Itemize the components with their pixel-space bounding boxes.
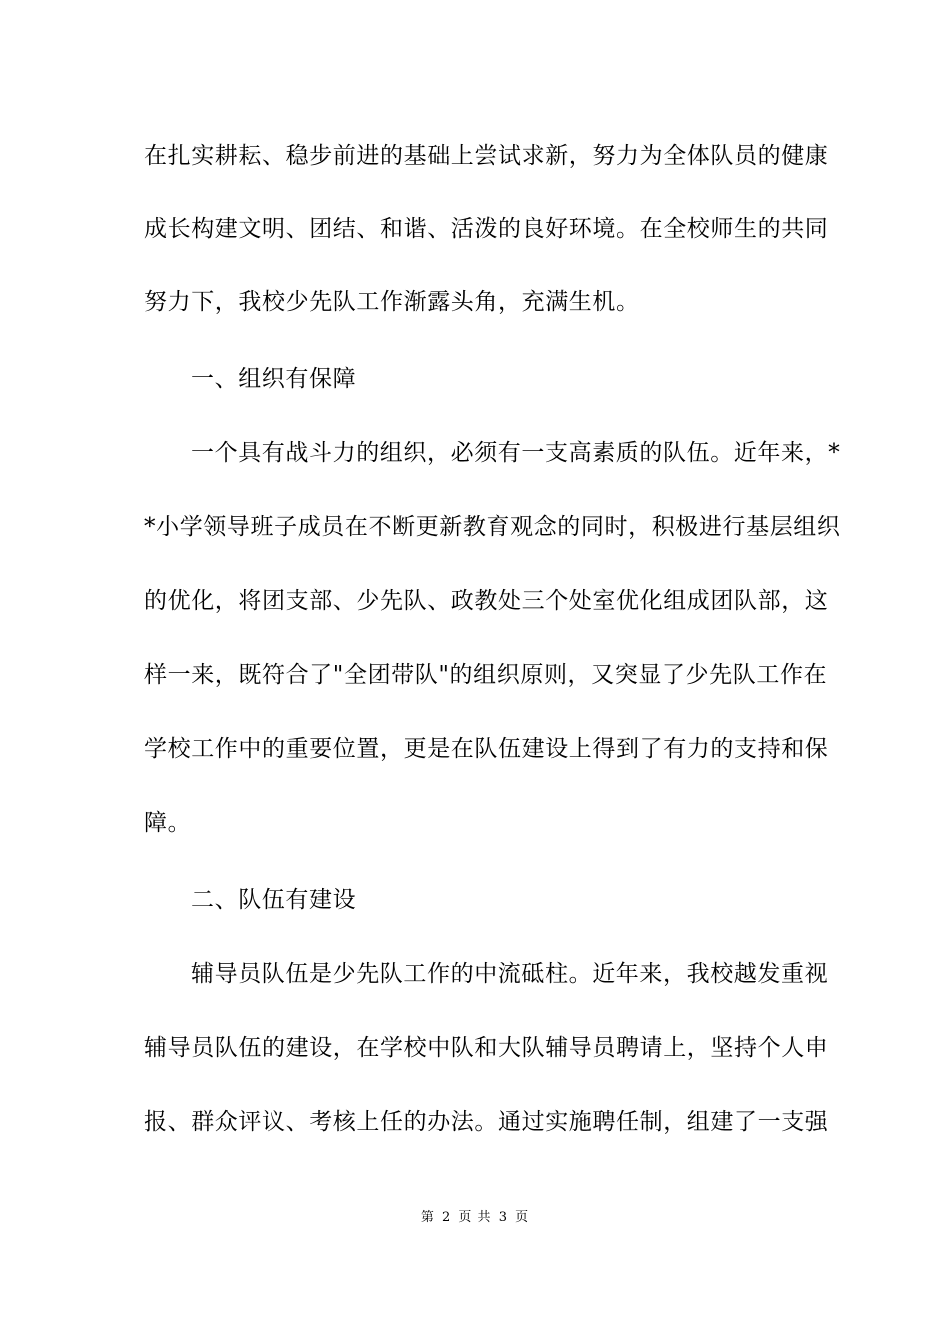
paragraph-line: 辅导员队伍的建设，在学校中队和大队辅导员聘请上，坚持个人申: [144, 1035, 829, 1061]
footer-mid: 页 共: [458, 1210, 492, 1225]
paragraph-line: 学校工作中的重要位置，更是在队伍建设上得到了有力的支持和保: [144, 736, 829, 762]
footer-prefix: 第: [420, 1210, 435, 1225]
paragraph-line: 样一来，既符合了"全团带队"的组织原则，又突显了少先队工作在: [144, 662, 828, 688]
current-page-number: 2: [442, 1210, 452, 1225]
paragraph-line: 在扎实耕耘、稳步前进的基础上尝试求新，努力为全体队员的健康: [144, 143, 829, 169]
paragraph-line: 成长构建文明、团结、和谐、活泼的良好环境。在全校师生的共同: [144, 216, 829, 242]
paragraph-line: 努力下，我校少先队工作渐露头角，充满生机。: [144, 289, 640, 315]
paragraph-line: 的优化，将团支部、少先队、政教处三个处室优化组成团队部，这: [144, 588, 829, 614]
paragraph-line: 报、群众评议、考核上任的办法。通过实施聘任制，组建了一支强: [144, 1109, 829, 1135]
footer-suffix: 页: [515, 1210, 530, 1225]
paragraph-line: *小学领导班子成员在不断更新教育观念的同时，积极进行基层组织: [144, 514, 841, 540]
paragraph-line: 障。: [144, 810, 192, 836]
paragraph-line: 一个具有战斗力的组织，必须有一支高素质的队伍。近年来，*: [191, 440, 841, 466]
total-pages-number: 3: [498, 1210, 508, 1225]
page-footer: [0, 1209, 950, 1227]
section-heading: 一、组织有保障: [191, 366, 357, 392]
section-heading: 二、队伍有建设: [191, 887, 357, 913]
paragraph-line: 辅导员队伍是少先队工作的中流砥柱。近年来，我校越发重视: [191, 961, 829, 987]
